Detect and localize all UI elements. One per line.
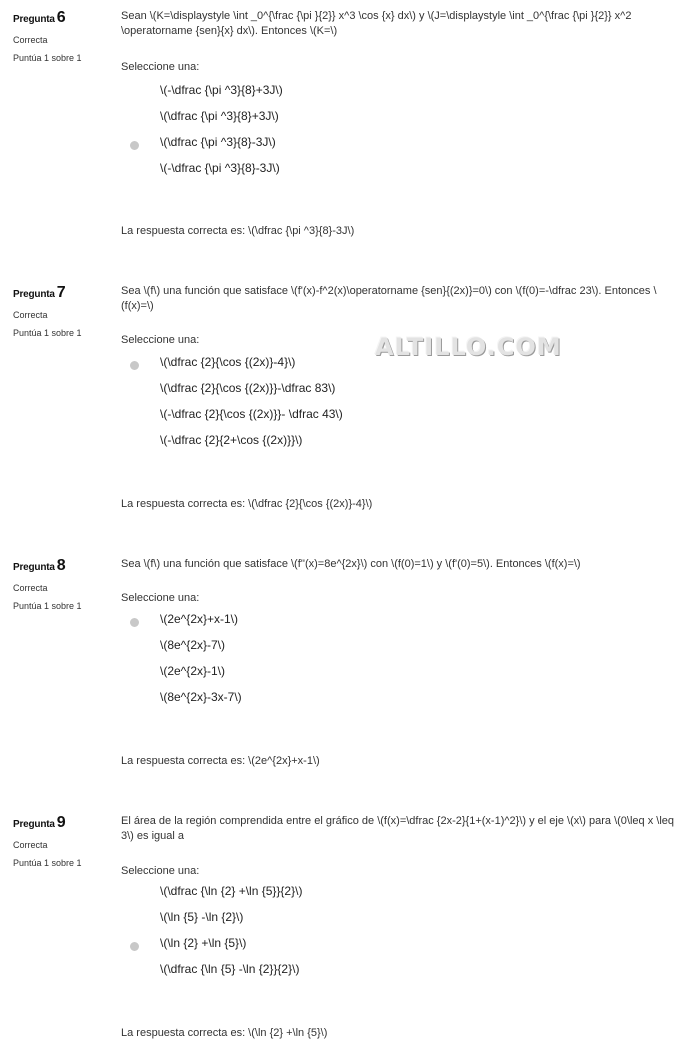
question-number: [13, 814, 113, 832]
answer-option-b[interactable]: [121, 381, 681, 407]
question-content: [121, 814, 683, 1039]
answer-label: \(-\dfrac {2}{\cos {(2x)}}- \dfrac 43\): [160, 407, 343, 421]
answer-label: \(\dfrac {2}{\cos {(2x)}}-\dfrac 83\): [160, 381, 336, 395]
answer-option-b[interactable]: [121, 638, 681, 664]
question-info: [13, 557, 113, 611]
radio-button[interactable]: [130, 361, 139, 370]
answer-label: \(2e^{2x}-1\): [160, 664, 225, 678]
question-state: Correcta: [13, 310, 48, 320]
question-number-value: 7: [56, 284, 66, 301]
radio-button[interactable]: [130, 141, 139, 150]
select-prompt: Seleccione una:: [121, 334, 200, 346]
radio-button[interactable]: [130, 115, 139, 124]
question-text: Sea \(f\) una función que satisface \(f'(x)-f^2(x)\operatorname {sen}{(2x)}=0\) con \(f(0)=-\dfrac 23\). Entonces \(f(x)=\): [121, 285, 657, 312]
radio-button[interactable]: [130, 167, 139, 176]
question-info: [13, 9, 113, 63]
select-prompt: Seleccione una:: [121, 865, 200, 877]
answer-option-a[interactable]: [121, 884, 681, 910]
answer-label: \(\ln {2} +\ln {5}\): [160, 936, 247, 950]
answer-label: \(\dfrac {\ln {5} -\ln {2}}{2}\): [160, 962, 300, 976]
radio-button[interactable]: [130, 89, 139, 98]
answer-label: \(2e^{2x}+x-1\): [160, 612, 239, 626]
radio-button[interactable]: [130, 942, 139, 951]
answer-list: [121, 83, 681, 187]
question-info: [13, 284, 113, 338]
question-grade: Puntúa 1 sobre 1: [13, 328, 82, 338]
question-info: [13, 814, 113, 868]
question-text: Sean \(K=\displaystyle \int _0^{\frac {\pi }{2}} x^3 \cos {x} dx\) y \(J=\displaystyle \int _0^{\frac {\pi }{2}} x^2 \operatorname {sen}{x} dx\). Entonces \(K=\): [121, 10, 632, 37]
radio-button[interactable]: [130, 413, 139, 422]
question-grade: Puntúa 1 sobre 1: [13, 858, 82, 868]
radio-button[interactable]: [130, 644, 139, 653]
answer-option-d[interactable]: [121, 690, 681, 716]
question-number-value: 8: [56, 557, 66, 574]
answer-option-d[interactable]: [121, 962, 681, 988]
right-answer: La respuesta correcta es: \(2e^{2x}+x-1\): [121, 755, 320, 767]
radio-button[interactable]: [130, 670, 139, 679]
select-prompt: Seleccione una:: [121, 592, 200, 604]
answer-label: \(\dfrac {\ln {2} +\ln {5}}{2}\): [160, 884, 303, 898]
right-answer: La respuesta correcta es: \(\dfrac {2}{\cos {(2x)}-4}\): [121, 498, 373, 510]
question-label: Pregunta: [13, 14, 55, 25]
question-content: [121, 9, 683, 237]
question-text: Sea \(f\) una función que satisface \(f''(x)=8e^{2x}\) con \(f(0)=1\) y \(f'(0)=5\). Entonces \(f(x)=\): [121, 558, 581, 570]
answer-label: \(-\dfrac {2}{2+\cos {(2x)}}\): [160, 433, 303, 447]
answer-option-c[interactable]: [121, 936, 681, 962]
question-grade: Puntúa 1 sobre 1: [13, 601, 82, 611]
answer-option-c[interactable]: [121, 664, 681, 690]
answer-list: [121, 355, 681, 459]
answer-list: [121, 612, 681, 716]
question-label: Pregunta: [13, 562, 55, 573]
question-state: Correcta: [13, 583, 48, 593]
question-grade: Puntúa 1 sobre 1: [13, 53, 82, 63]
answer-option-c[interactable]: [121, 407, 681, 433]
radio-button[interactable]: [130, 916, 139, 925]
question-number-value: 6: [56, 9, 66, 26]
question-state: Correcta: [13, 35, 48, 45]
radio-button[interactable]: [130, 618, 139, 627]
question-label: Pregunta: [13, 289, 55, 300]
answer-option-a[interactable]: [121, 83, 681, 109]
altillo-watermark: ALTILLO.COM: [375, 333, 562, 361]
answer-option-c[interactable]: [121, 135, 681, 161]
question-content: [121, 557, 683, 767]
answer-option-a[interactable]: [121, 612, 681, 638]
answer-option-d[interactable]: [121, 161, 681, 187]
answer-label: \(8e^{2x}-7\): [160, 638, 225, 652]
question-number: [13, 284, 113, 302]
answer-label: \(\dfrac {\pi ^3}{8}+3J\): [160, 109, 279, 123]
right-answer: La respuesta correcta es: \(\dfrac {\pi ^3}{8}-3J\): [121, 225, 355, 237]
radio-button[interactable]: [130, 387, 139, 396]
question-number: [13, 9, 113, 27]
right-answer: La respuesta correcta es: \(\ln {2} +\ln {5}\): [121, 1027, 328, 1039]
question-label: Pregunta: [13, 819, 55, 830]
question-number: [13, 557, 113, 575]
question-number-value: 9: [56, 814, 66, 831]
radio-button[interactable]: [130, 890, 139, 899]
answer-label: \(8e^{2x}-3x-7\): [160, 690, 242, 704]
answer-label: \(\ln {5} -\ln {2}\): [160, 910, 244, 924]
question-text: El área de la región comprendida entre el gráfico de \(f(x)=\dfrac {2x-2}{1+(x-1)^2}\) y el eje \(x\) para \(0\leq x \leq 3\) es igual a: [121, 815, 674, 842]
radio-button[interactable]: [130, 696, 139, 705]
answer-label: \(\dfrac {2}{\cos {(2x)}-4}\): [160, 355, 296, 369]
question-state: Correcta: [13, 840, 48, 850]
answer-option-b[interactable]: [121, 910, 681, 936]
answer-option-d[interactable]: [121, 433, 681, 459]
answer-option-b[interactable]: [121, 109, 681, 135]
answer-label: \(-\dfrac {\pi ^3}{8}-3J\): [160, 161, 280, 175]
answer-label: \(-\dfrac {\pi ^3}{8}+3J\): [160, 83, 283, 97]
answer-list: [121, 884, 681, 988]
answer-label: \(\dfrac {\pi ^3}{8}-3J\): [160, 135, 276, 149]
select-prompt: Seleccione una:: [121, 61, 200, 73]
radio-button[interactable]: [130, 968, 139, 977]
radio-button[interactable]: [130, 439, 139, 448]
